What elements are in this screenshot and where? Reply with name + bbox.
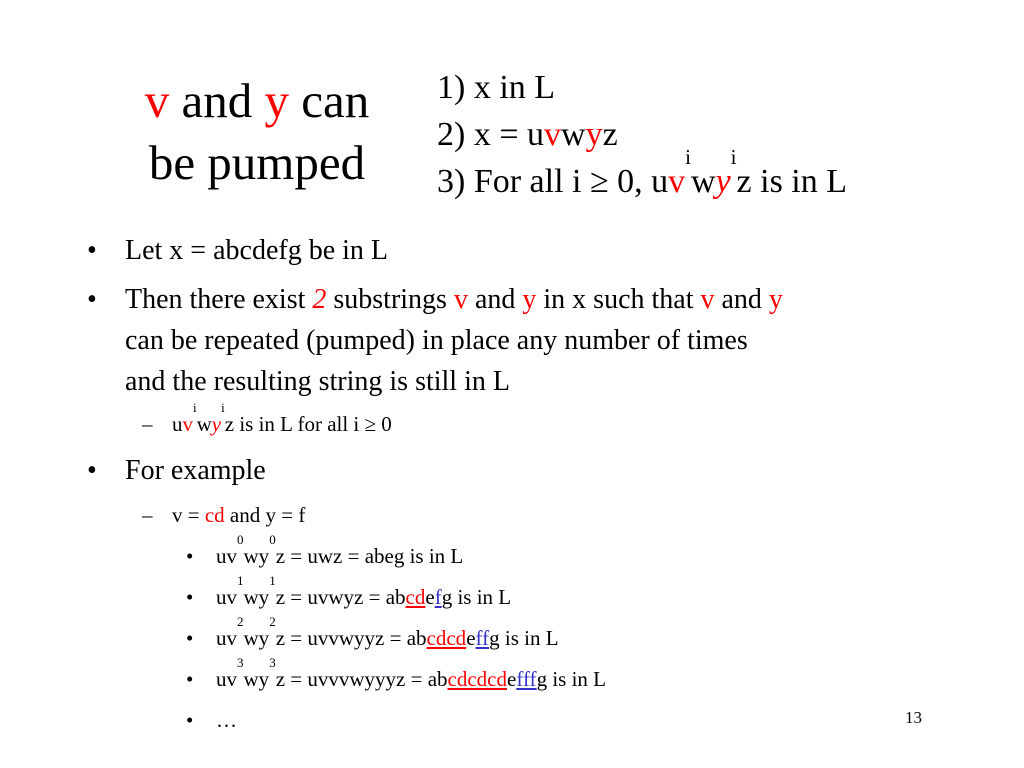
bullet-let-x-text: Let x = abcdefg be in L (125, 235, 389, 266)
sub2-cd: cd (204, 503, 225, 527)
condition-2 (437, 111, 847, 158)
subbullet-pump-property (142, 400, 392, 439)
b2-text-1: Then there exist (125, 284, 313, 315)
ex0-sup-1: 0 (237, 532, 244, 548)
ex1-f: f (434, 585, 442, 609)
sub1-suffix: z is in L for all i ≥ 0 (224, 412, 392, 436)
ex1-cd: cd (405, 585, 426, 609)
condition-3-prefix: 3) For all i ≥ 0, u (437, 163, 669, 200)
bullet-substrings-line-3: and the resulting string is still in L (125, 366, 510, 397)
ex1-e: e (425, 585, 435, 609)
bullet-dot-icon: • (186, 544, 194, 568)
slide-title (92, 70, 422, 194)
condition-3-suffix: z is in L (736, 163, 848, 200)
ex1-c: z = uvwyz = ab (275, 585, 406, 609)
dash-icon: – (142, 503, 153, 527)
ex2-c: z = uvvwyyz = ab (275, 626, 427, 650)
title-v: v (144, 73, 170, 128)
bullet-substrings (87, 279, 915, 402)
example-i-0 (186, 532, 464, 571)
bullet-dot-icon: • (186, 667, 194, 691)
ex0-sup-2: 0 (269, 532, 276, 548)
sub2-prefix: v = (172, 503, 205, 527)
ex1-sup-1: 1 (237, 573, 244, 589)
bullet-substrings-line-2: can be repeated (pumped) in place any number of times (125, 325, 748, 356)
condition-3-v: v (668, 163, 686, 200)
ex2-cd: cdcd (426, 626, 467, 650)
example-ellipsis (186, 705, 237, 735)
condition-2-v: v (544, 116, 561, 153)
ex1-d: g is in L (441, 585, 512, 609)
example-i-1 (186, 573, 512, 612)
ex2-a: uv (216, 626, 237, 650)
ex2-b: wy (243, 626, 270, 650)
ex3-b: wy (243, 667, 270, 691)
bullet-dot-icon: • (87, 284, 97, 315)
bullet-dot-icon: • (87, 455, 97, 486)
ex3-d: g is in L (536, 667, 606, 691)
title-can: can (289, 73, 370, 128)
ex3-e: e (507, 667, 517, 691)
condition-1: 1) x in L (437, 69, 556, 106)
condition-2-z: z (602, 116, 618, 153)
b2-v-2: v (700, 284, 715, 315)
b2-y-2: y (768, 284, 783, 315)
bullet-for-example (87, 450, 915, 491)
condition-3 (437, 144, 848, 205)
condition-2-w: w (561, 116, 586, 153)
ex3-sup-2: 3 (269, 655, 276, 671)
ex0-b: wy (243, 544, 270, 568)
bullet-let-x (87, 230, 915, 271)
ex3-c: z = uvvvwyyyz = ab (275, 667, 448, 691)
b2-v: v (453, 284, 468, 315)
page-number: 13 (905, 708, 922, 727)
example-i-3 (186, 655, 606, 694)
condition-2-prefix: 2) x = u (437, 116, 544, 153)
sub1-sup-i-2: i (221, 400, 225, 416)
b2-text-3: and (467, 284, 523, 315)
pumping-conditions (437, 64, 847, 205)
sub1-u: u (172, 412, 183, 436)
bullet-substrings-line-1 (125, 279, 915, 320)
bullet-dot-icon: • (186, 626, 194, 650)
condition-3-sup-i-2: i (730, 144, 737, 169)
b2-two: 2 (312, 284, 327, 315)
bullet-dot-icon: • (87, 235, 97, 266)
sub1-sup-i: i (193, 400, 197, 416)
bullet-dot-icon: • (186, 708, 194, 732)
title-line-2: be pumped (148, 135, 366, 190)
ex2-sup-2: 2 (269, 614, 276, 630)
ex1-b: wy (243, 585, 270, 609)
ex3-a: uv (216, 667, 237, 691)
dash-icon: – (142, 412, 153, 436)
sub1-y: y (211, 412, 222, 436)
bullet-dot-icon: • (186, 585, 194, 609)
b2-text-5: and (714, 284, 769, 315)
b2-text-2: substrings (326, 284, 454, 315)
ex3-cd: cdcdcd (447, 667, 507, 691)
ex2-f: ff (475, 626, 490, 650)
title-line-1 (92, 70, 422, 132)
condition-3-sup-i: i (685, 144, 692, 169)
sub1-v: v (182, 412, 193, 436)
ex0-a: uv (216, 544, 237, 568)
ex1-a: uv (216, 585, 237, 609)
b2-text-4: in x such that (536, 284, 701, 315)
ex3-sup-1: 3 (237, 655, 244, 671)
title-y: y (264, 73, 289, 128)
ex2-e: e (466, 626, 476, 650)
ex0-c: z = uwz = abeg is in L (275, 544, 464, 568)
ex1-sup-2: 1 (269, 573, 276, 589)
example-i-2 (186, 614, 559, 653)
ellipsis-text: … (216, 708, 237, 732)
sub2-suffix: and y = f (224, 503, 306, 527)
ex2-sup-1: 2 (237, 614, 244, 630)
bullet-for-example-text: For example (125, 455, 266, 486)
b2-y: y (522, 284, 537, 315)
condition-3-w: w (691, 163, 716, 200)
title-and: and (169, 73, 265, 128)
condition-2-y: y (585, 116, 603, 153)
subbullet-v-y-values (142, 500, 306, 530)
sub1-w: w (196, 412, 212, 436)
condition-3-y: y (715, 163, 731, 200)
ex2-d: g is in L (489, 626, 559, 650)
ex3-f: fff (516, 667, 537, 691)
